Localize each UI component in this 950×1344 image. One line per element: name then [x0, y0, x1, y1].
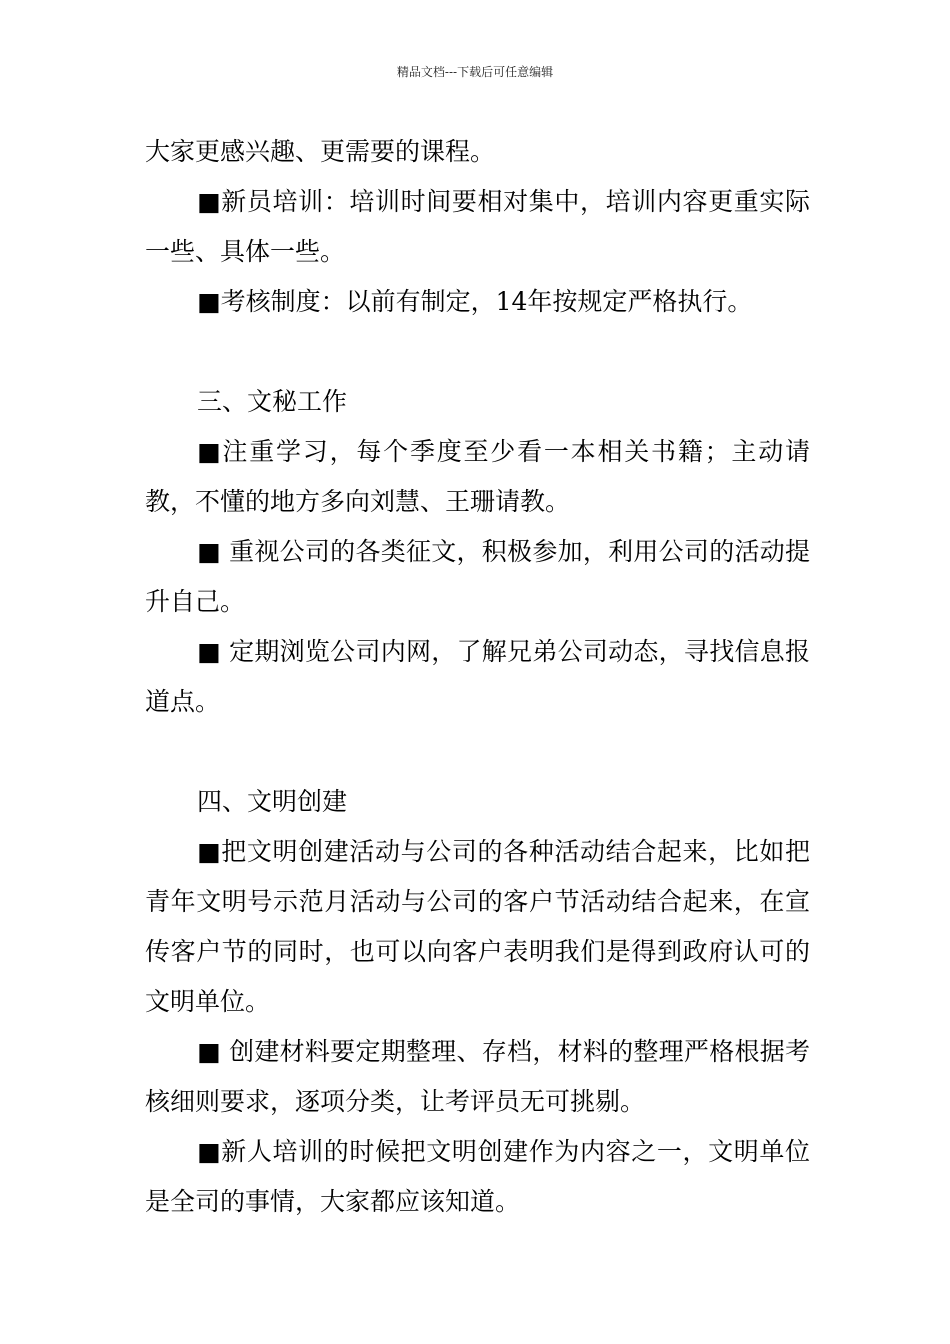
assessment-system-item: ■考核制度：以前有制定，14年按规定严格执行。 [197, 287, 753, 316]
section-3-item-intranet: ■ 定期浏览公司内网，了解兄弟公司动态，寻找信息报道点。 [145, 637, 810, 716]
section-3-item-essays: ■ 重视公司的各类征文，积极参加，利用公司的活动提升自己。 [145, 537, 810, 616]
section-3-heading: 三、文秘工作 [197, 387, 348, 416]
section-3-item-study: ■注重学习，每个季度至少看一本相关书籍；主动请教，不懂的地方多向刘慧、王珊请教。 [145, 437, 810, 516]
section-4-item-training: ■新人培训的时候把文明创建作为内容之一，文明单位是全司的事情，大家都应该知道。 [145, 1137, 810, 1216]
section-4-item-materials: ■ 创建材料要定期整理、存档，材料的整理严格根据考核细则要求，逐项分类，让考评员无可挑剔。 [145, 1037, 810, 1116]
section-spacer [145, 327, 810, 377]
document-body [145, 127, 810, 1227]
new-staff-training-item: ■新员培训：培训时间要相对集中，培训内容更重实际一些、具体一些。 [145, 187, 810, 266]
section-4-heading: 四、文明创建 [197, 787, 348, 816]
continuation-paragraph: 大家更感兴趣、更需要的课程。 [145, 137, 496, 166]
page-header: 精品文档---下载后可任意编辑 [396, 65, 554, 79]
section-4-item-activities: ■把文明创建活动与公司的各种活动结合起来，比如把青年文明号示范月活动与公司的客户节活动结合起来，在宣传客户节的同时，也可以向客户表明我们是得到政府认可的文明单位。 [145, 837, 810, 1016]
section-spacer [145, 727, 810, 777]
